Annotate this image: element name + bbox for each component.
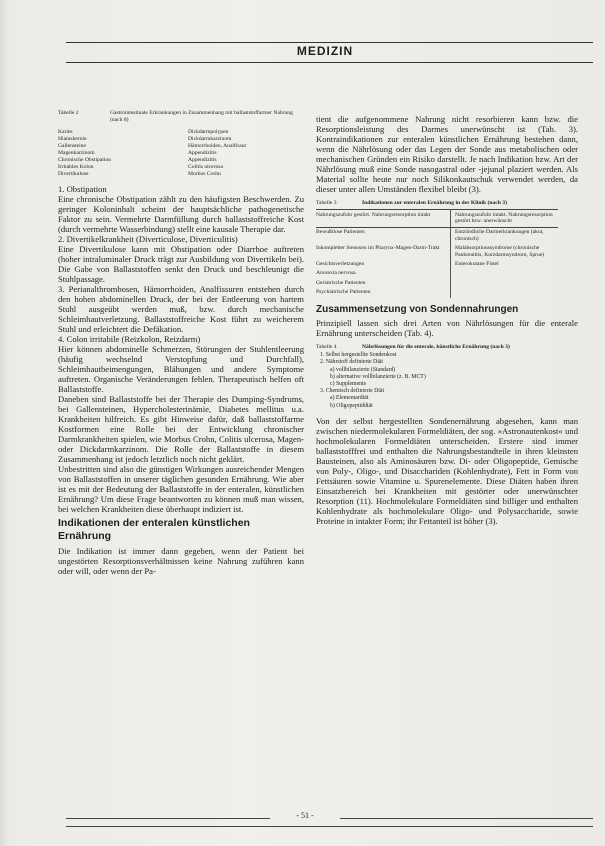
list-item: 3. Chemisch definierte Diät	[320, 388, 385, 395]
table-3	[316, 209, 558, 298]
header-rule-bottom	[66, 62, 593, 63]
table-2-cell: Divertikulose	[58, 171, 89, 178]
paragraph: 3. Perianalthrombosen, Hämorrhoiden, Analfissuren entstehen durch den hohen abdominellen Druck, der bei der Entleerung von hartem Stuhl ausgeübt werden muß, bzw. durch mechanische Schleimhautverletzung. Ballaststoffreiche Kost führt zu weicherem Stuhl und erleichtert die Defäkation.	[58, 284, 304, 335]
table-cell: Inkompletter Stenosen im Pharynx-Magen-Darm-Trakt	[316, 244, 451, 260]
page-number: - 51 -	[270, 811, 340, 820]
table-2-cell: Karies	[58, 129, 73, 136]
table-4-caption	[316, 344, 578, 351]
table-row	[316, 269, 558, 278]
paragraph: Hier können abdominelle Schmerzen, Störungen der Stuhlentleerung (häufig wechselnd Verstopfung und Durchfall), Schleimhautbeimengungen, Blähungen und andere Symptome auftreten. Organische Veränderungen fehlen. Therapeutisch helfen oft Ballaststoffe.	[58, 344, 304, 395]
table-2-cell: Hämorrhoiden, Analfissur	[188, 143, 247, 150]
table-2-cell: Gallensteine	[58, 143, 86, 150]
table-2-cell: Morbus Crohn	[188, 171, 221, 178]
table-2	[58, 129, 304, 178]
section-heading: Indikationen der enteralen künstlichen Ernährung	[58, 517, 250, 543]
table-2-cell: Chronische Obstipation	[58, 157, 111, 164]
table-cell	[451, 279, 559, 288]
list-item: 2. Nährstoff definierte Diät	[320, 359, 383, 366]
table-2-cell: Appendizitis	[188, 150, 217, 157]
table-2-cell: Appendizitis	[188, 157, 217, 164]
paragraph: Die Indikation ist immer dann gegeben, wenn der Patient bei ungestörten Resorptionsverhältnissen keine Nahrung zuführen kann oder will, oder wenn der Pa-	[58, 546, 304, 577]
table-4	[316, 352, 578, 410]
table-header-cell: Nahrungszufuhr gestört. Nahrungsresorption intakt	[316, 209, 451, 228]
table-4-title: Nährlösungen für die enterale, künstliche Ernährung (nach 3)	[362, 343, 510, 350]
section-heading: Zusammensetzung von Sondennahrungen	[316, 303, 519, 315]
section-title: MEDIZIN	[296, 44, 354, 58]
table-2-cell: Dickdarmkarzinom	[188, 136, 232, 143]
table-header-cell: Nahrungszufuhr intakt. Nahrungsresorption gestört bzw. unerwünscht	[451, 209, 559, 228]
table-2-title: Gastrointestinale Erkrankungen in Zusammenhang mit ballaststoffarmer Nahrung (nach 8)	[110, 110, 293, 123]
table-cell: Gesichtsverletzungen	[316, 260, 451, 269]
table-cell: Bewußtlose Patienten	[316, 228, 451, 244]
header-rule-top	[66, 42, 593, 43]
table-row	[316, 260, 558, 269]
paragraph: 2. Divertikelkrankheit (Diverticulose, Diverticulitis)	[58, 234, 238, 245]
list-item: c) Supplemente	[330, 381, 367, 388]
paragraph: 1. Obstipation	[58, 184, 107, 195]
table-header-row	[316, 209, 558, 228]
table-cell	[451, 269, 559, 278]
table-row	[316, 244, 558, 260]
left-column	[58, 110, 304, 576]
table-row	[316, 279, 558, 288]
table-cell: Psychiatrische Patienten	[316, 288, 451, 297]
list-item: 1. Selbst hergestellte Sondenkost	[320, 352, 397, 359]
list-item: a) Elementardiät	[330, 395, 369, 402]
table-4-number: Tabelle 4	[316, 343, 337, 350]
table-cell	[451, 288, 559, 297]
table-2-cell: Dickdarmpolypen	[188, 129, 229, 136]
table-2-cell: Colitis ulcerosa	[188, 164, 223, 171]
table-3-caption	[316, 200, 578, 207]
table-2-number: Tabelle 2	[58, 110, 79, 116]
table-2-cell: Hiatushernie	[58, 136, 87, 143]
table-3-number: Tabelle 3	[316, 200, 337, 206]
table-2-cell: Magenkarzinom	[58, 150, 95, 157]
table-cell: Entzündliche Darmerkrankungen (akut, chronisch)	[455, 229, 544, 242]
table-2-caption	[58, 110, 304, 123]
table-cell: Malabsorptionssyndrome (chronische Pankreatitis, Kurzdarmsyndrom, Sprue)	[455, 245, 545, 258]
list-item: b) Oligopeptiddiät	[330, 402, 373, 409]
table-cell: Anorexia nervosa	[316, 269, 451, 278]
list-item: a) vollbilanzierte (Standard)	[330, 366, 396, 373]
list-item: b) alternative vollbilanzierte (z. B. MCT)	[330, 373, 426, 380]
table-cell: Enterokutane Fistel	[455, 261, 499, 268]
paragraph: Eine chronische Obstipation zählt zu den häufigsten Beschwerden. Zu geringer Koloninhalt scheint der hauptsächliche pathogenetische Faktor zu sein. Vermehrte Darmfüllung durch ballaststoffreiche Kost (durch vermehrte Wasserbindung) stellt eine kausale Therapie dar.	[58, 194, 304, 235]
paragraph: Daneben sind Ballaststoffe bei der Therapie des Dumping-Syndrums, bei Gallensteinen, Hypercholesterinämie, Diabetes mellitus u.a. Krankheiten hilfreich. Es gibt Hinweise dafür, daß ballaststoffarme Kostformen eine Rolle bei der Entwicklung chronischer Darmkrankheiten spielen, wie Morbus Crohn, Colitis ulcerosa, Magen- oder Dickdarmkarzinom. Die Rolle der Ballaststoffe in diesem Zusammenhang ist jedoch letztlich noch nicht geklärt.	[58, 394, 304, 465]
paragraph: Unbestritten sind also die günstigen Wirkungen ausreichender Mengen von Ballaststoffen in unserer täglichen gesunden Ernährung. Wie aber ist es mit der Bedeutung der Ballaststoffe in der enteralen, künstlichen Ernährung? Um diese Frage beantworten zu können muß man wissen, bei welchen Krankheiten diese überhaupt indiziert ist.	[58, 464, 304, 515]
paragraph: Von der selbst hergestellten Sondenernährung abgesehen, kann man zwischen niedermolekularen Formeldiäten, der sog. »Astronautenkost« und hochmolekularen Formeldiäten unterscheiden. Erstere sind immer ballaststofffrei und enthalten die Nahrungsbestandteile in ihren kleinsten Bausteinen, also als Aminosäuren bzw. Di- oder Oligopeptide, Gemische von Poly-, Oligo-, und Disacchariden (Kohlenhydrate), Fett in Form von Fettsäuren sowie Vitamine u. Spurenelemente. Diese Diäten haben ihren Einsatzbereich bei Krankheiten mit gestörter oder unerwünschter Resorption (11). Hochmolekulare Formeldiäten sind billiger und enthalten Kohlenhydrate als hochmolekulare Oligo- und Polysaccharide, sowie Proteine in intakter Form; ihr Fettanteil ist höher (3).	[316, 415, 578, 526]
right-column	[316, 114, 578, 526]
table-row	[316, 288, 558, 297]
table-cell: Geriatrische Patienten	[316, 279, 451, 288]
paragraph: Prinzipiell lassen sich drei Arten von Nährlösungen für die enterale Ernährung unterscheiden (Tab. 4).	[316, 317, 578, 338]
table-3-title: Indikationen zur enteralen Ernährung in der Klinik (nach 3)	[362, 200, 507, 206]
paragraph: 4. Colon irritabile (Reizkolon, Reizdarm)	[58, 334, 201, 345]
paragraph: Eine Divertikulose kann mit Obstipation oder Diarrhoe auftreten (hoher intraluminaler Druck trägt zur Ausbildung von Divertikeln bei). Die Gabe von Ballaststoffen senkt den Druck und beschleunigt die Stuhlpassage.	[58, 244, 304, 285]
table-2-cell: Irritables Kolon	[58, 164, 94, 171]
footer-rule-bottom	[66, 826, 593, 827]
table-row	[316, 228, 558, 244]
paragraph: tient die aufgenommene Nahrung nicht resorbieren kann bzw. die Resorptionsleistung des Darmes unerwünscht ist (Tab. 3). Kontraindikationen zur enteralen künstlichen Ernährung bestehen dann, wenn die Nährlösung oder das Legen der Sonde aus metabolischen oder mechanischen Gründen ein Risiko darstellt. Je nach Indikation bzw. Art der Nährlösung muß eine Sonde nasogastral oder -jejunal plaziert werden. Als Material sollte heute nur noch Silikonkautschuk verwendet werden, da dieser unter allen Umständen flexibel bleibt (3).	[316, 114, 578, 194]
